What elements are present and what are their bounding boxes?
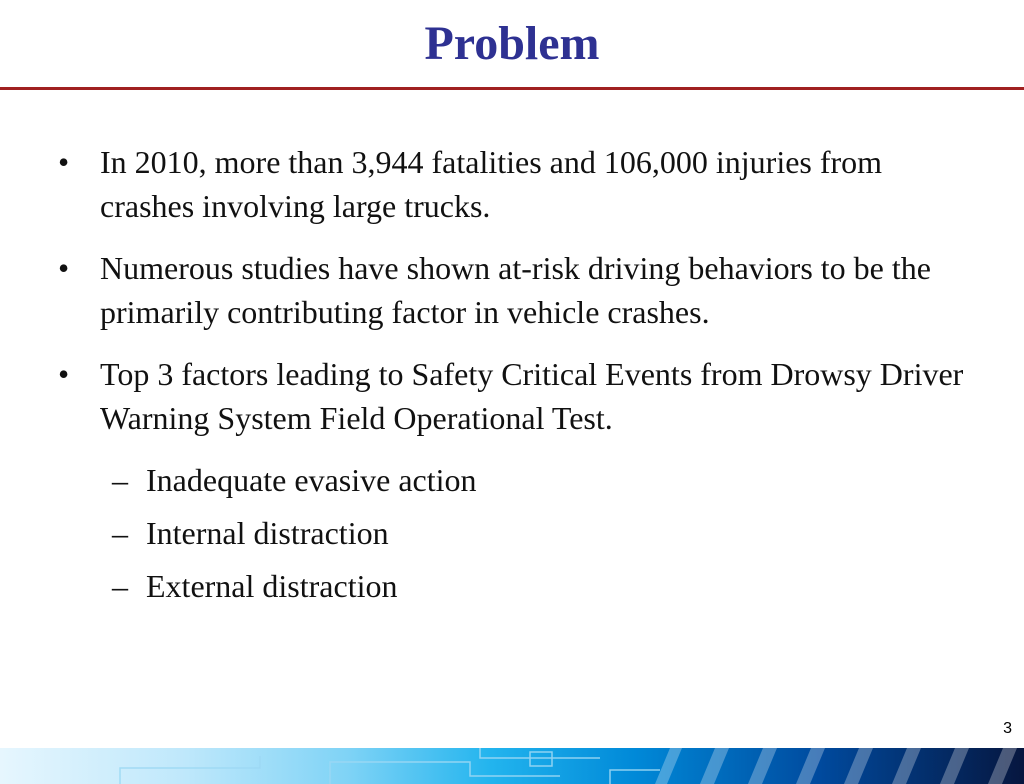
sub-bullet-text: Inadequate evasive action xyxy=(146,462,477,498)
title-divider xyxy=(0,87,1024,90)
sub-bullet-text: External distraction xyxy=(146,568,398,604)
footer-pattern-graphic xyxy=(0,748,1024,784)
bullet-text: Top 3 factors leading to Safety Critical Events from Drowsy Driver Warning System Field Operational Test. xyxy=(100,356,964,436)
bullet-marker: • xyxy=(58,250,70,286)
bullet-item xyxy=(58,246,978,334)
slide-number: 3 xyxy=(1003,720,1012,737)
sub-bullet-item xyxy=(58,564,978,608)
sub-bullet-text: Internal distraction xyxy=(146,515,389,551)
slide-content xyxy=(58,140,978,617)
bullet-text: Numerous studies have shown at-risk driving behaviors to be the primarily contributing factor in vehicle crashes. xyxy=(100,250,931,330)
bullet-marker: • xyxy=(58,356,70,392)
sub-bullet-marker: – xyxy=(112,568,128,604)
footer-decoration-band xyxy=(0,748,1024,784)
sub-bullet-item xyxy=(58,511,978,555)
bullet-marker: • xyxy=(58,144,70,180)
sub-bullet-marker: – xyxy=(112,515,128,551)
slide-title: Problem xyxy=(424,17,600,70)
sub-bullet-marker: – xyxy=(112,462,128,498)
bullet-item xyxy=(58,140,978,228)
bullet-text: In 2010, more than 3,944 fatalities and 106,000 injuries from crashes involving large trucks. xyxy=(100,144,883,224)
bullet-item xyxy=(58,352,978,440)
sub-bullet-item xyxy=(58,458,978,502)
